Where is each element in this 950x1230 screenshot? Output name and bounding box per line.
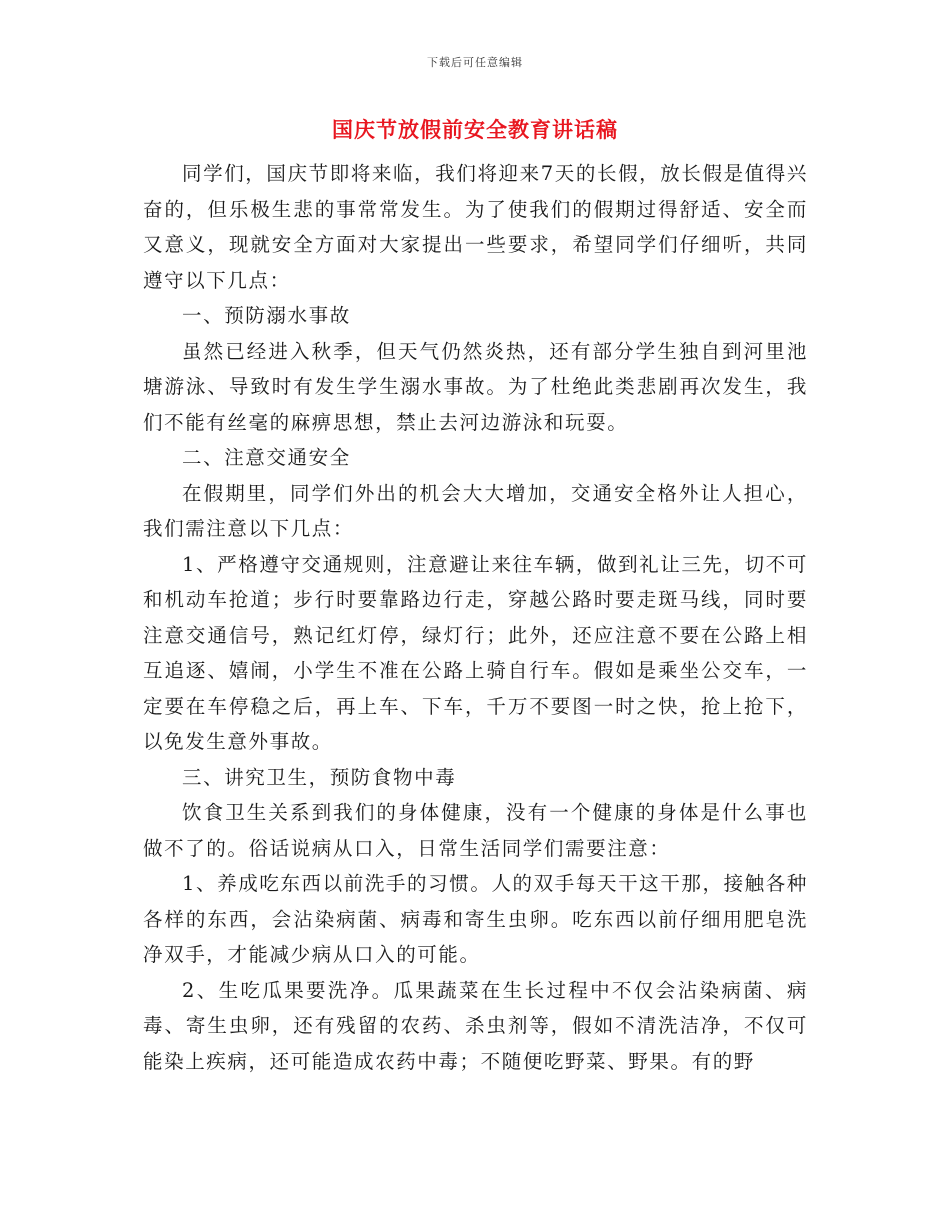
paragraph-traffic-intro: 在假期里，同学们外出的机会大大增加，交通安全格外让人担心，我们需注意以下几点：	[143, 481, 808, 540]
paragraph-traffic-rules: 1、严格遵守交通规则，注意避让来往车辆，做到礼让三先，切不可和机动车抢道；步行时要靠路边行走，穿越公路时要走斑马线，同时要注意交通信号，熟记红灯停，绿灯行；此外，还应注意不要在公路上相互追逐、嬉闹，小学生不准在公路上骑自行车。假如是乘坐公交车，一定要在车停稳之后，再上车、下车，千万不要图一时之快，抢上抢下，以免发生意外事故。	[143, 552, 808, 753]
document-body	[143, 156, 808, 1079]
section-heading-drowning: 一、预防溺水事故	[182, 304, 351, 327]
paragraph-hygiene-handwashing: 1、养成吃东西以前洗手的习惯。人的双手每天干这干那，接触各种各样的东西，会沾染病菌、病毒和寄生虫卵。吃东西以前仔细用肥皂洗净双手，才能减少病从口入的可能。	[143, 872, 808, 966]
section-heading-traffic: 二、注意交通安全	[182, 446, 351, 469]
page-header-note: 下载后可任意编辑	[427, 56, 523, 69]
section-heading-hygiene: 三、讲究卫生，预防食物中毒	[182, 765, 457, 789]
document-title: 国庆节放假前安全教育讲话稿	[332, 117, 618, 142]
paragraph-drowning: 虽然已经进入秋季，但天气仍然炎热，还有部分学生独自到河里池塘游泳、导致时有发生学生溺水事故。为了杜绝此类悲剧再次发生，我们不能有丝毫的麻痹思想，禁止去河边游泳和玩耍。	[143, 339, 808, 434]
paragraph-hygiene-fruit: 2、生吃瓜果要洗净。瓜果蔬菜在生长过程中不仅会沾染病菌、病毒、寄生虫卵，还有残留的农药、杀虫剂等，假如不清洗洁净，不仅可能染上疾病，还可能造成农药中毒；不随便吃野菜、野果。有的野	[143, 978, 808, 1073]
paragraph-hygiene-intro: 饮食卫生关系到我们的身体健康，没有一个健康的身体是什么事也做不了的。俗话说病从口入，日常生活同学们需要注意：	[143, 801, 808, 860]
paragraph-intro: 同学们，国庆节即将来临，我们将迎来7天的长假，放长假是值得兴奋的，但乐极生悲的事常常发生。为了使我们的假期过得舒适、安全而又意义，现就安全方面对大家提出一些要求，希望同学们仔细听，共同遵守以下几点：	[143, 162, 808, 292]
